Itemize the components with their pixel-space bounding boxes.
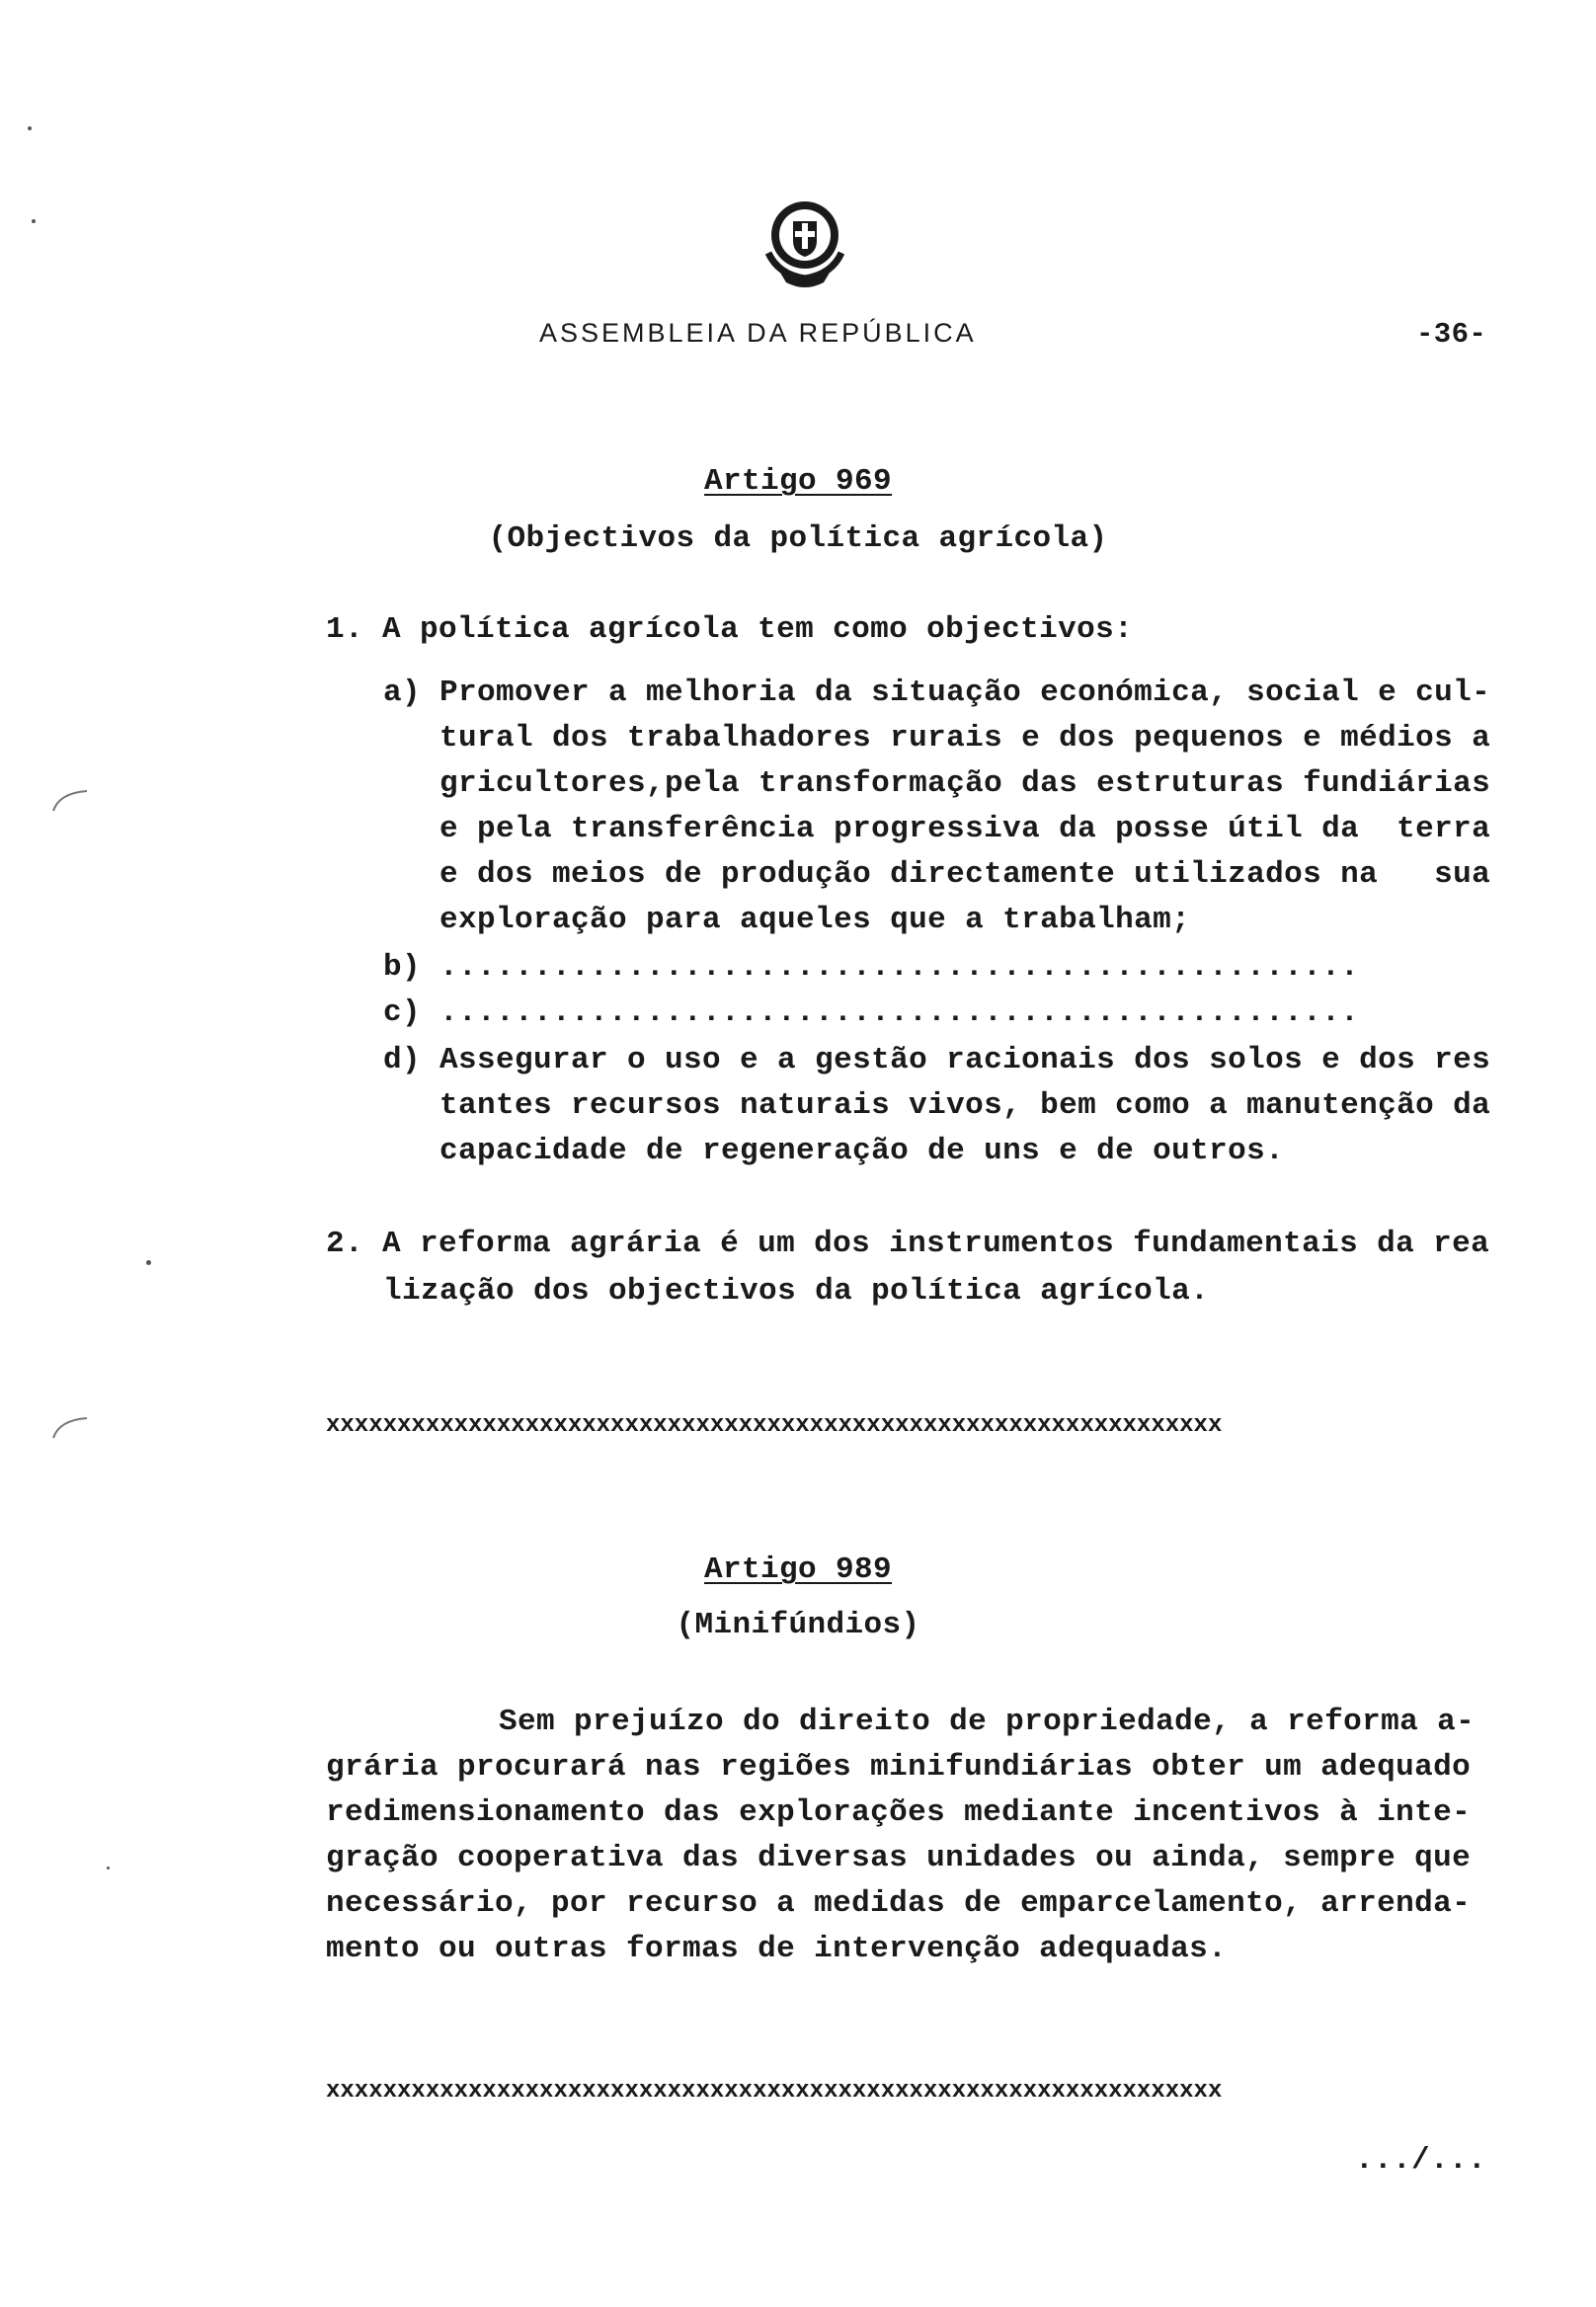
article-96-subtitle: (Objectivos da política agrícola)	[488, 521, 1108, 556]
item-a-line: gricultores,pela transformação das estruturas fundiárias	[439, 766, 1491, 801]
item-b-label: b)	[383, 950, 422, 985]
item-c-label: c)	[383, 995, 422, 1030]
scan-mark	[49, 1412, 93, 1442]
item-a-line: e pela transferência progressiva da posse útil da terra	[439, 812, 1491, 846]
item-a-line: Promover a melhoria da situação económica, social e cul-	[439, 676, 1491, 710]
article-98-line: necessário, por recurso a medidas de emparcelamento, arrenda-	[326, 1886, 1472, 1921]
continuation-marker: .../...	[1355, 2143, 1487, 2178]
item-a-line: exploração para aqueles que a trabalham;	[439, 903, 1191, 937]
article-96-para2-line: 2. A reforma agrária é um dos instrumentos fundamentais da rea	[326, 1227, 1490, 1261]
item-d-label: d)	[383, 1043, 422, 1077]
article-96-title: Artigo 969	[703, 464, 893, 499]
article-98-line: grária procurará nas regiões minifundiárias obter um adequado	[326, 1750, 1472, 1785]
item-a-label: a)	[383, 676, 422, 710]
item-a-line: e dos meios de produção directamente utilizados na sua	[439, 857, 1491, 892]
item-d-line: tantes recursos naturais vivos, bem como a manutenção da	[439, 1088, 1491, 1123]
scan-mark	[49, 785, 93, 815]
item-d-line: Assegurar o uso e a gestão racionais dos solos e dos res	[439, 1043, 1491, 1077]
article-98-title: Artigo 989	[703, 1552, 893, 1587]
institution-name: ASSEMBLEIA DA REPÚBLICA	[539, 318, 977, 348]
item-a-line: tural dos trabalhadores rurais e dos pequenos e médios a	[439, 721, 1491, 756]
page-number: -36-	[1416, 318, 1487, 351]
item-d-line: capacidade de regeneração de uns e de outros.	[439, 1134, 1285, 1168]
article-98-line: gração cooperativa das diversas unidades ou ainda, sempre que	[326, 1841, 1472, 1875]
item-b-dots: .................................................	[439, 950, 1360, 985]
coat-of-arms-icon	[751, 194, 859, 294]
article-98-line: mento ou outras formas de intervenção adequadas.	[326, 1932, 1228, 1966]
article-96-para1-intro: 1. A política agrícola tem como objectivos:	[326, 612, 1134, 647]
item-c-dots: .................................................	[439, 995, 1360, 1030]
article-98-subtitle: (Minifúndios)	[676, 1608, 920, 1642]
article-98-line: Sem prejuízo do direito de propriedade, a reforma a-	[499, 1705, 1476, 1739]
separator-line: xxxxxxxxxxxxxxxxxxxxxxxxxxxxxxxxxxxxxxxxxxxxxxxxxxxxxxxxxxxxxxx	[326, 2078, 1223, 2105]
article-98-line: redimensionamento das explorações mediante incentivos à inte-	[326, 1795, 1472, 1830]
separator-line: xxxxxxxxxxxxxxxxxxxxxxxxxxxxxxxxxxxxxxxxxxxxxxxxxxxxxxxxxxxxxxx	[326, 1412, 1223, 1439]
article-96-para2-line: lização dos objectivos da política agrícola.	[383, 1274, 1210, 1309]
